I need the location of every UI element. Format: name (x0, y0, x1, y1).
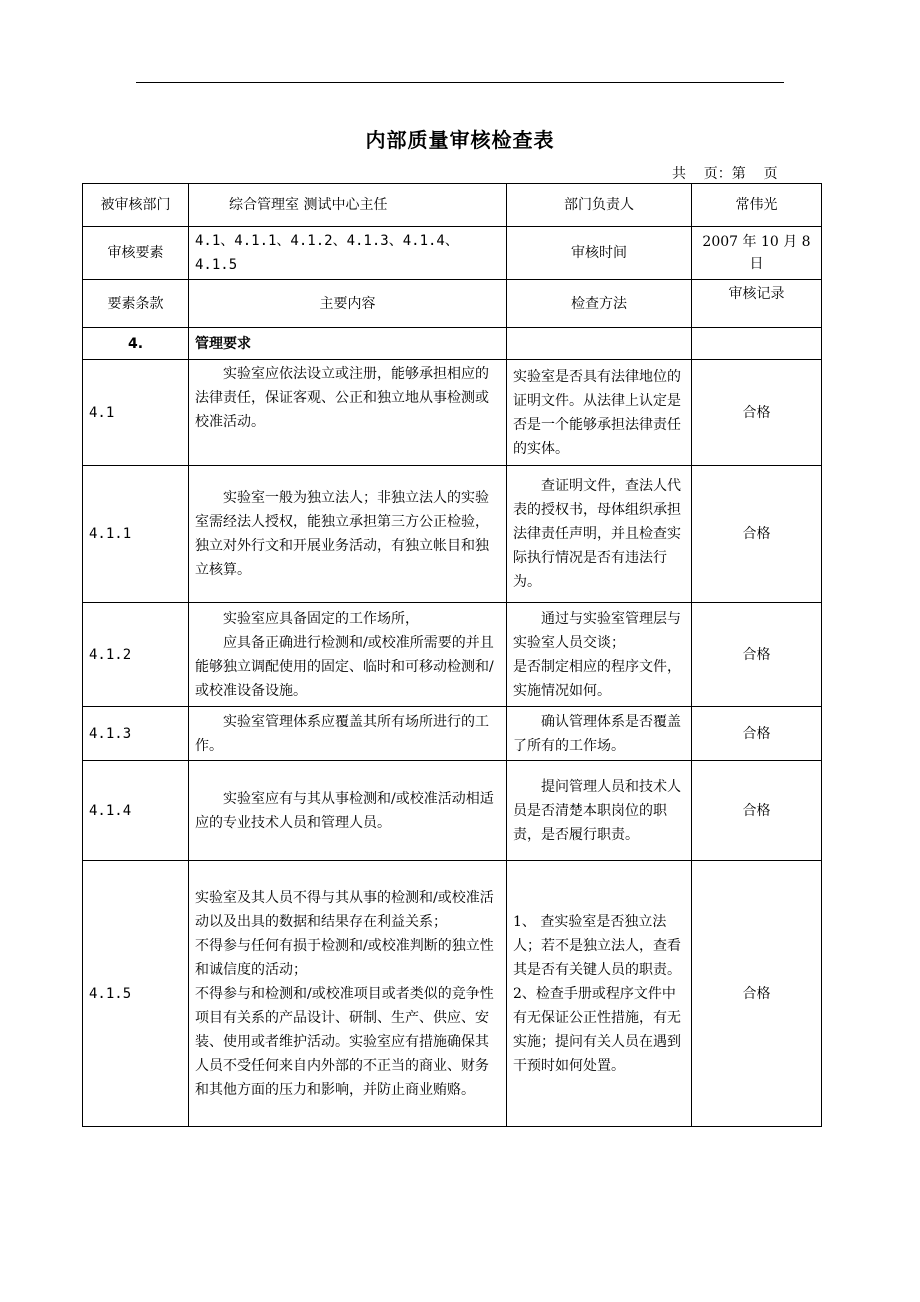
method-paragraph: 查证明文件，查法人代表的授权书，母体组织承担法律责任声明，并且检查实际执行情况是否有违法行为。 (513, 478, 681, 590)
dept-row (83, 184, 822, 227)
method-cell (507, 761, 692, 861)
content-cell (189, 466, 507, 603)
method-paragraph: 是否制定相应的程序文件，实施情况如何。 (513, 658, 681, 699)
content-paragraph: 实验室应依法设立或注册，能够承担相应的法律责任，保证客观、公正和独立地从事检测或校准活动。 (195, 366, 489, 430)
method-paragraph: 确认管理体系是否覆盖了所有的工作场。 (513, 713, 681, 754)
content-paragraph: 应具备正确进行检测和/或校准所需要的并且能够独立调配使用的固定、临时和可移动检测和/或校准设备设施。 (195, 634, 494, 699)
section-number: 4. (83, 328, 189, 360)
clause-cell: 4.1 (83, 360, 189, 466)
elements-value: 4.1、4.1.1、4.1.2、4.1.3、4.1.4、4.1.5 (189, 227, 507, 280)
time-label: 审核时间 (507, 227, 692, 280)
content-paragraph: 实验室应有与其从事检测和/或校准活动相适应的专业技术人员和管理人员。 (195, 790, 494, 831)
record-cell: 合格 (692, 761, 822, 861)
time-value: 2007 年 10 月 8 日 (692, 227, 822, 280)
method-cell (507, 707, 692, 761)
method-cell (507, 861, 692, 1127)
table-row (83, 603, 822, 707)
table-row (83, 360, 822, 466)
clause-cell: 4.1.2 (83, 603, 189, 707)
head-value: 常伟光 (692, 184, 822, 227)
col-clause: 要素条款 (83, 280, 189, 328)
record-cell: 合格 (692, 603, 822, 707)
table-row (83, 466, 822, 603)
audit-checklist-table (82, 183, 822, 1127)
table-row (83, 861, 822, 1127)
method-cell (507, 603, 692, 707)
content-cell (189, 761, 507, 861)
elements-row (83, 227, 822, 280)
record-cell: 合格 (692, 466, 822, 603)
header-rule (136, 82, 784, 83)
record-cell: 合格 (692, 707, 822, 761)
method-paragraph: 实验室是否具有法律地位的证明文件。从法律上认定是否是一个能够承担法律责任的实体。 (513, 368, 681, 457)
document-title: 内部质量审核检查表 (365, 128, 555, 152)
content-cell (189, 603, 507, 707)
clause-cell: 4.1.3 (83, 707, 189, 761)
method-paragraph: 2、检查手册或程序文件中有无保证公正性措施，有无实施；提问有关人员在遇到干预时如何处置。 (513, 985, 681, 1074)
clause-cell: 4.1.4 (83, 761, 189, 861)
record-cell: 合格 (692, 861, 822, 1127)
col-record: 审核记录 (692, 280, 822, 328)
content-cell (189, 707, 507, 761)
section-record-empty (692, 328, 822, 360)
method-cell (507, 360, 692, 466)
dept-label: 被审核部门 (83, 184, 189, 227)
method-paragraph: 提问管理人员和技术人员是否清楚本职岗位的职责，是否履行职责。 (513, 778, 681, 843)
record-cell: 合格 (692, 360, 822, 466)
content-paragraph: 实验室一般为独立法人；非独立法人的实验室需经法人授权，能独立承担第三方公正检验，独立对外行文和开展业务活动，有独立帐目和独立核算。 (195, 490, 489, 578)
content-paragraph: 实验室管理体系应覆盖其所有场所进行的工作。 (195, 713, 489, 754)
content-paragraph: 不得参与任何有损于检测和/或校准判断的独立性和诚信度的活动； (195, 937, 494, 978)
table-row (83, 707, 822, 761)
dept-value: 综合管理室 测试中心主任 (189, 184, 507, 227)
col-content: 主要内容 (189, 280, 507, 328)
table-row (83, 761, 822, 861)
section-method-empty (507, 328, 692, 360)
clause-cell: 4.1.1 (83, 466, 189, 603)
section-title: 管理要求 (189, 328, 507, 360)
content-paragraph: 不得参与和检测和/或校准项目或者类似的竞争性项目有关系的产品设计、研制、生产、供应、安装、使用或者维护活动。实验室应有措施确保其人员不受任何来自内外部的不正当的商业、财务和其他方面的压力和影响，并防止商业贿赂。 (195, 985, 494, 1098)
method-paragraph: 1、 查实验室是否独立法人；若不是独立法人，查看其是否有关键人员的职责。 (513, 913, 681, 978)
col-method: 检查方法 (507, 280, 692, 328)
head-label: 部门负责人 (507, 184, 692, 227)
section-row (83, 328, 822, 360)
page-info: 共 页：第 页 (672, 166, 778, 182)
column-header-row (83, 280, 822, 328)
content-cell (189, 360, 507, 466)
method-paragraph: 通过与实验室管理层与实验室人员交谈； (513, 610, 681, 651)
clause-cell: 4.1.5 (83, 861, 189, 1127)
elements-label: 审核要素 (83, 227, 189, 280)
method-cell (507, 466, 692, 603)
content-paragraph: 实验室应具备固定的工作场所， (223, 610, 419, 627)
content-paragraph: 实验室及其人员不得与其从事的检测和/或校准活动以及出具的数据和结果存在利益关系； (195, 889, 494, 930)
content-cell (189, 861, 507, 1127)
